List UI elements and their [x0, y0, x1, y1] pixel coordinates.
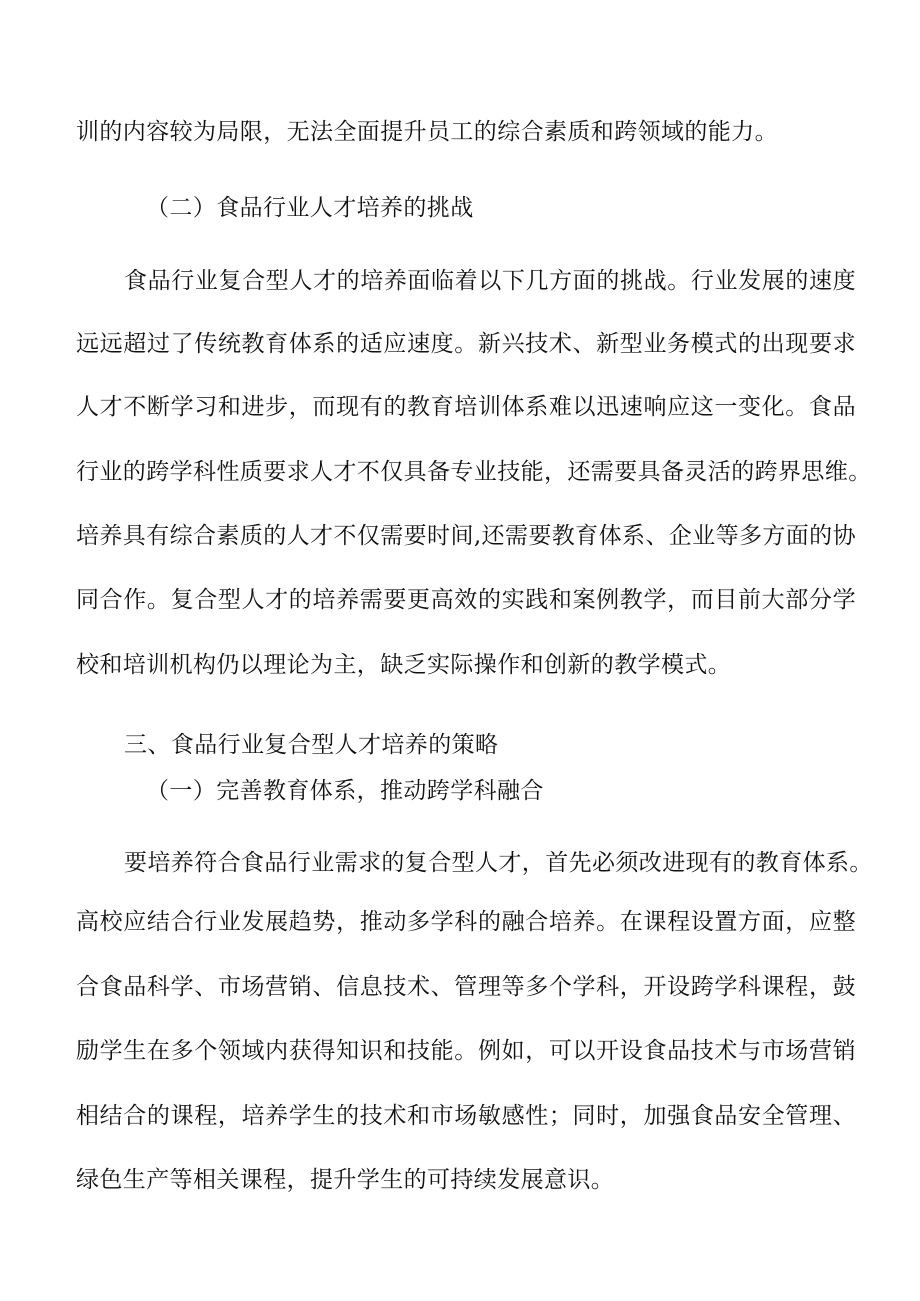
paragraph-line: 同合作。复合型人才的培养需要更高效的实践和案例教学，而目前大部分学: [76, 587, 856, 613]
paragraph-line: 绿色生产等相关课程，提升学生的可持续发展意识。: [76, 1167, 615, 1193]
paragraph-line: 远远超过了传统教育体系的适应速度。新兴技术、新型业务模式的出现要求: [76, 331, 856, 357]
paragraph-line: 合食品科学、市场营销、信息技术、管理等多个学科，开设跨学科课程，鼓: [76, 974, 856, 1000]
paragraph-line: 训的内容较为局限，无法全面提升员工的综合素质和跨领域的能力。: [76, 119, 778, 145]
paragraph-line: 励学生在多个领域内获得知识和技能。例如，可以开设食品技术与市场营销: [76, 1038, 856, 1064]
section-heading: （一）完善教育体系，推动跨学科融合: [146, 778, 544, 804]
paragraph-line: 行业的跨学科性质要求人才不仅具备专业技能，还需要具备灵活的跨界思维。: [76, 459, 872, 485]
paragraph-line: 人才不断学习和进步，而现有的教育培训体系难以迅速响应这一变化。食品: [76, 394, 856, 420]
paragraph-line: 要培养符合食品行业需求的复合型人才，首先必须改进现有的教育体系。: [124, 850, 873, 876]
paragraph-line: 食品行业复合型人才的培养面临着以下几方面的挑战。行业发展的速度: [124, 268, 856, 294]
chapter-heading: 三、食品行业复合型人才培养的策略: [124, 732, 499, 758]
section-heading: （二）食品行业人才培养的挑战: [146, 195, 474, 221]
paragraph-line: 培养具有综合素质的人才不仅需要时间,还需要教育体系、企业等多方面的协: [76, 523, 856, 549]
paragraph-line: 校和培训机构仍以理论为主，缺乏实际操作和创新的教学模式。: [76, 652, 732, 678]
paragraph-line: 高校应结合行业发展趋势，推动多学科的融合培养。在课程设置方面，应整: [76, 909, 856, 935]
paragraph-line: 相结合的课程，培养学生的技术和市场敏感性；同时，加强食品安全管理、: [76, 1103, 856, 1129]
